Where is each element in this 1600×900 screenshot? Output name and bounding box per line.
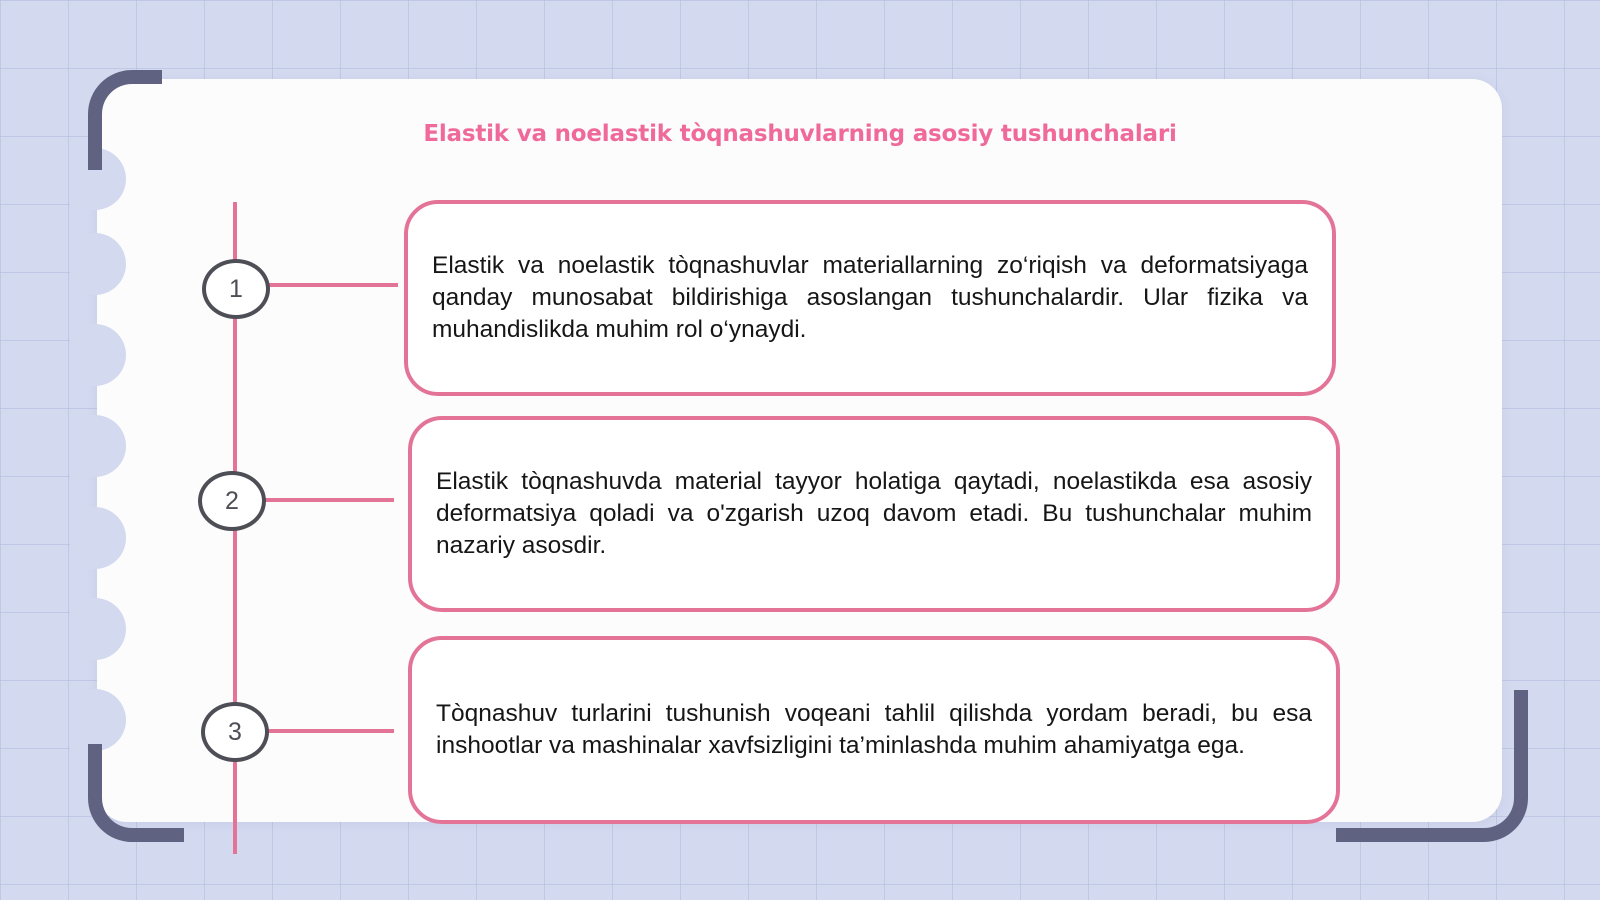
step-text-box: [408, 636, 1340, 824]
step-connector: [262, 283, 398, 287]
step-number-badge: 2: [198, 471, 266, 531]
step-connector: [260, 498, 394, 502]
step-connector: [262, 729, 394, 733]
step-number-badge: 3: [201, 702, 269, 762]
step-text: Elastik tòqnashuvda material tayyor holatiga qaytadi, noelastikda esa asosiy deformatsiya qoladi va o'zgarish uzoq davom etadi. Bu tushunchalar muhim nazariy asosdir.: [436, 468, 1312, 559]
slide-title: Elastik va noelastik tòqnashuvlarning asosiy tushunchalari: [423, 121, 1177, 147]
step-text-box: [408, 416, 1340, 612]
step-text: Elastik va noelastik tòqnashuvlar materiallarning zo‘riqish va deformatsiyaga qanday munosabat bildirishiga asoslangan tushunchalardir. Ular fizika va muhandislikda muhim rol o‘ynaydi.: [432, 252, 1308, 343]
corner-bracket-bottom-left: [88, 744, 184, 842]
corner-bracket-top-left: [88, 70, 162, 170]
step-number-badge: 1: [202, 259, 270, 319]
step-text-box: [404, 200, 1336, 396]
corner-bracket-bottom-right: [1336, 690, 1528, 842]
step-text: Tòqnashuv turlarini tushunish voqeani tahlil qilishda yordam beradi, bu esa inshootlar va mashinalar xavfsizligini ta’minlashda muhim ahamiyatga ega.: [436, 700, 1312, 759]
